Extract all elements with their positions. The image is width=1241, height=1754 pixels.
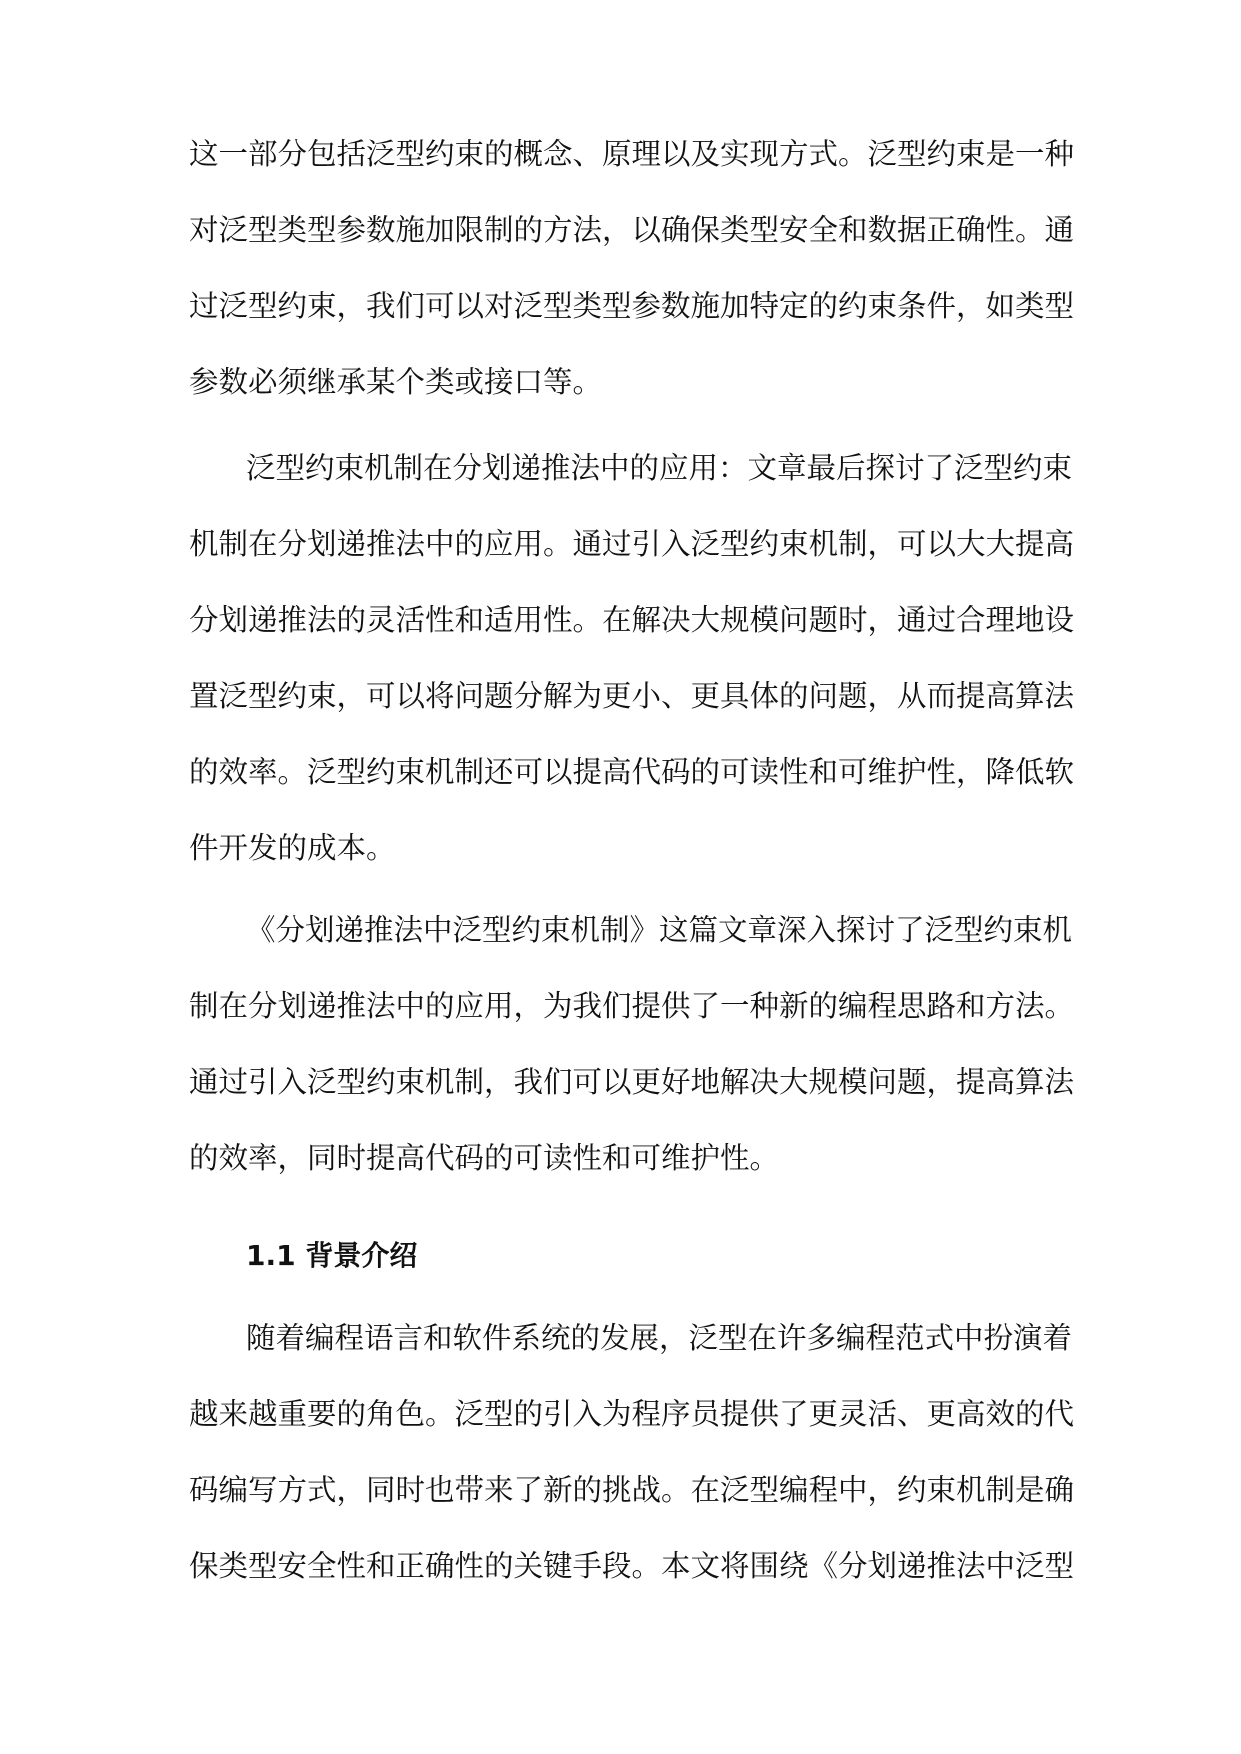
paragraph-1-line-1: 这一部分包括泛型约束的概念、原理以及实现方式。泛型约束是一种	[189, 137, 1075, 171]
paragraph-4-line-1: 随着编程语言和软件系统的发展，泛型在许多编程范式中扮演着	[246, 1321, 1073, 1355]
paragraph-3-line-4: 的效率，同时提高代码的可读性和可维护性。	[189, 1141, 780, 1175]
paragraph-2-line-6: 件开发的成本。	[189, 831, 396, 865]
paragraph-2-line-3: 分划递推法的灵活性和适用性。在解决大规模问题时，通过合理地设	[189, 603, 1075, 637]
paragraph-3-line-1: 《分划递推法中泛型约束机制》这篇文章深入探讨了泛型约束机	[246, 913, 1073, 947]
paragraph-1-line-4: 参数必须继承某个类或接口等。	[189, 365, 603, 399]
paragraph-2-line-2: 机制在分划递推法中的应用。通过引入泛型约束机制，可以大大提高	[189, 527, 1075, 561]
paragraph-1-line-3: 过泛型约束，我们可以对泛型类型参数施加特定的约束条件，如类型	[189, 289, 1075, 323]
paragraph-4-line-3: 码编写方式，同时也带来了新的挑战。在泛型编程中，约束机制是确	[189, 1473, 1075, 1507]
paragraph-2-line-4: 置泛型约束，可以将问题分解为更小、更具体的问题，从而提高算法	[189, 679, 1075, 713]
paragraph-1-line-2: 对泛型类型参数施加限制的方法，以确保类型安全和数据正确性。通	[189, 213, 1075, 247]
paragraph-4-line-2: 越来越重要的角色。泛型的引入为程序员提供了更灵活、更高效的代	[189, 1397, 1075, 1431]
section-heading: 1.1 背景介绍	[246, 1239, 418, 1272]
paragraph-4-line-4: 保类型安全性和正确性的关键手段。本文将围绕《分划递推法中泛型	[189, 1549, 1075, 1583]
paragraph-3-line-2: 制在分划递推法中的应用，为我们提供了一种新的编程思路和方法。	[189, 989, 1075, 1023]
paragraph-3-line-3: 通过引入泛型约束机制，我们可以更好地解决大规模问题，提高算法	[189, 1065, 1075, 1099]
paragraph-2-line-1: 泛型约束机制在分划递推法中的应用：文章最后探讨了泛型约束	[246, 451, 1073, 485]
paragraph-2-line-5: 的效率。泛型约束机制还可以提高代码的可读性和可维护性，降低软	[189, 755, 1075, 789]
